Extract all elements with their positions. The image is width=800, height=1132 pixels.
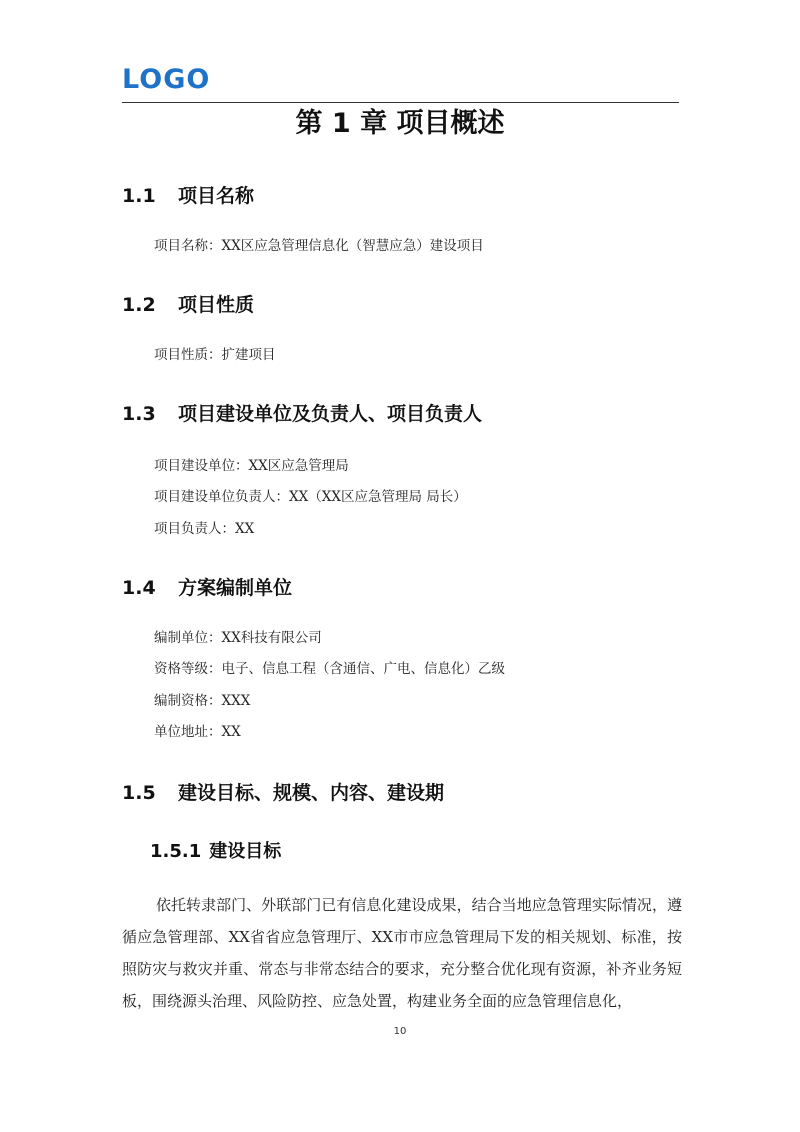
subsection-title: 建设目标 <box>209 841 282 862</box>
section-heading-1-2 <box>122 292 254 318</box>
section-heading-1-3 <box>122 401 482 427</box>
header-rule <box>122 102 679 103</box>
section-number: 1.1 <box>122 185 156 207</box>
body-line: 项目建设单位：XX区应急管理局 <box>154 458 349 474</box>
section-title: 建设目标、规模、内容、建设期 <box>178 782 445 804</box>
body-line: 项目负责人：XX <box>154 521 255 537</box>
section-title: 项目名称 <box>178 185 255 207</box>
section-heading-1-1 <box>122 183 254 209</box>
logo: LOGO <box>122 64 211 95</box>
body-line: 项目性质：扩建项目 <box>154 347 276 363</box>
chapter-title: 第 1 章 项目概述 <box>295 108 505 139</box>
section-number: 1.5 <box>122 782 156 804</box>
subsection-heading-1-5-1 <box>150 839 281 865</box>
body-paragraph: 依托转隶部门、外联部门已有信息化建设成果，结合当地应急管理实际情况，遵循应急管理部、XX省省应急管理厅、XX市市应急管理局下发的相关规划、标准，按照防灾与救灾并重、常态与非常态结合的要求，充分整合优化现有资源，补齐业务短板，围绕源头治理、风险防控、应急处置，构建业务全面的应急管理信息化， <box>122 896 682 1010</box>
subsection-number: 1.5.1 <box>150 841 202 862</box>
body-line: 单位地址：XX <box>154 724 241 740</box>
section-number: 1.2 <box>122 294 156 316</box>
body-line: 编制单位：XX科技有限公司 <box>154 630 322 646</box>
section-number: 1.3 <box>122 403 156 425</box>
body-line: 编制资格：XXX <box>154 693 251 709</box>
body-line: 项目建设单位负责人：XX（XX区应急管理局 局长） <box>154 489 467 505</box>
body-line: 资格等级：电子、信息工程（含通信、广电、信息化）乙级 <box>154 661 505 677</box>
section-title: 方案编制单位 <box>178 577 293 599</box>
section-title: 项目性质 <box>178 294 255 316</box>
section-title: 项目建设单位及负责人、项目负责人 <box>178 403 483 425</box>
section-heading-1-4 <box>122 575 292 601</box>
body-line: 项目名称：XX区应急管理信息化（智慧应急）建设项目 <box>154 238 484 254</box>
section-heading-1-5 <box>122 780 444 806</box>
section-number: 1.4 <box>122 577 156 599</box>
page-number: 10 <box>393 1026 407 1037</box>
